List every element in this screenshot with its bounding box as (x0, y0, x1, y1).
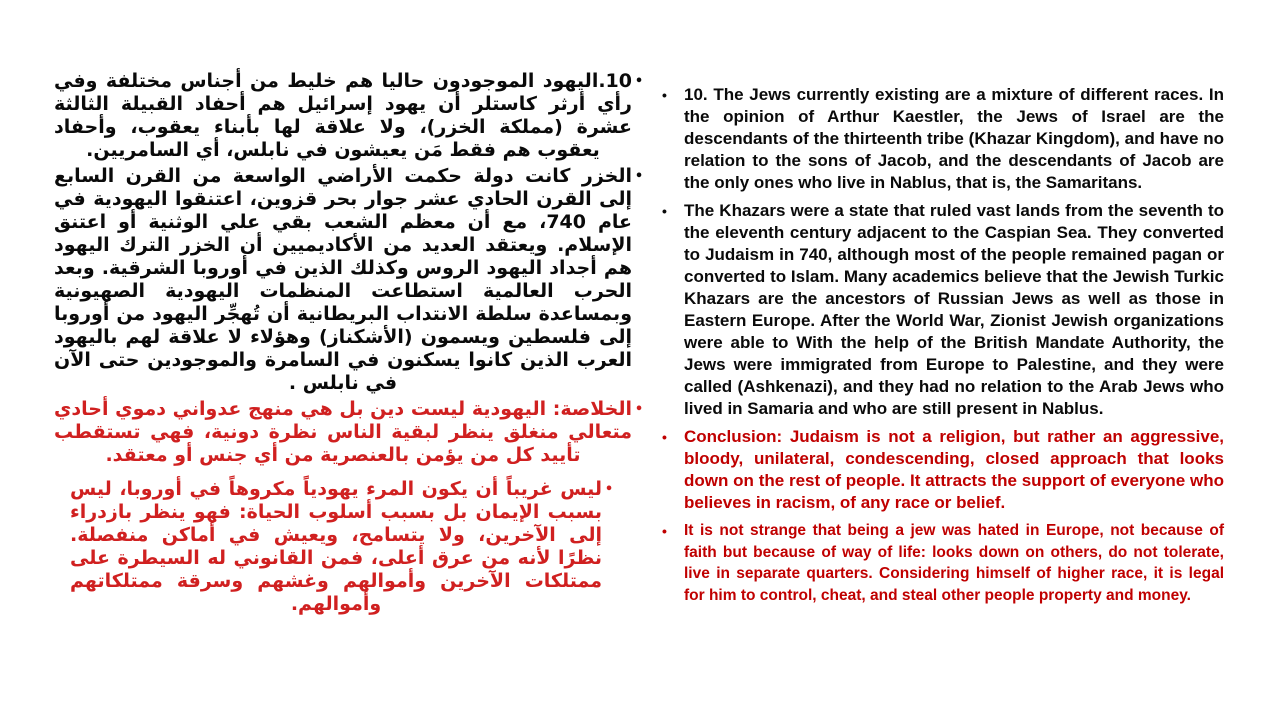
bullet-icon: • (604, 482, 614, 497)
english-paragraph-1: 10. The Jews currently existing are a mixture of different races. In the opinion of Arthur Kaestler, the Jews of Israel are the descendants of the thirteenth tribe (Khazar Kingdom), and have no relation to the sons of Jacob, and the descendants of Jacob are the only ones who live in Nablus, that is, the Samaritans. (684, 85, 1224, 192)
english-paragraph-2: The Khazars were a state that ruled vast lands from the seventh to the eleventh century adjacent to the Caspian Sea. They converted to Judaism in 740, although most of the people remained pagan or converted to Islam. Many academics believe that the Jewish Turkic Khazars are the ancestors of Russian Jews as well as those in Eastern Europe. After the World War, Zionist Jewish organizations were able to With the help of the British Mandate Authority, the Jews were immigrated from Europe to Palestine, and they were called (Ashkenazi), and they had no relation to the Arab Jews who lived in Samaria and who are still present in Nablus. (684, 201, 1224, 418)
arabic-paragraph-2: الخزر كانت دولة حكمت الأراضي الواسعة من القرن السابع إلى القرن الحادي عشر جوار بحر قزوين، اعتنقوا اليهودية في عام 740، مع أن معظم الشعب بقي علي الوثنية أو اعتنق الإسلام. ويعتقد العديد من الأكاديميين أن الخزر الترك اليهود هم أجداد اليهود الروس وكذلك الذين في أوروبا الشرقية. وبعد الحرب العالمية استطاعت المنظمات اليهودية الصهيونية وبمساعدة سلطة الانتداب البريطانية أن تُهجِّر اليهود من أوروبا إلى فلسطين ويسمون (الأشكناز) وهؤلاء لا علاقة لهم باليهود العرب الذين كانوا يسكنون في السامرة والموجودين حتى الآن في نابلس . (54, 165, 633, 394)
english-paragraph-4: It is not strange that being a jew was hated in Europe, not because of faith but because of way of life: looks down on others, do not tolerate, live in separate quarters. Considering himself of higher race, it is legal for him to control, cheat, and steal other people property and money. (684, 522, 1224, 604)
english-bullet-item-conclusion (660, 426, 1224, 514)
english-bullet-item-1 (660, 84, 1224, 194)
arabic-bullet-item-2 (54, 165, 646, 395)
bullet-icon: • (662, 203, 667, 219)
bullet-icon: • (662, 429, 667, 445)
arabic-bullet-item-4 (70, 478, 616, 616)
arabic-paragraph-4: ليس غريباً أن يكون المرء يهودياً مكروهاً في أوروبا، ليس بسبب الإيمان بل بسبب أسلوب الحياة: فهو ينظر بازدراء إلى الآخرين، ولا يتسامح، ويعيش في أماكن منفصلة. نظرًا لأنه من عرق أعلى، فمن القانوني له السيطرة على ممتلكات الآخرين وأموالهم وغشهم وسرقة ممتلكاتهم وأموالهم. (70, 478, 602, 615)
arabic-paragraph-1: 10.اليهود الموجودون حاليا هم خليط من أجناس مختلفة وفي رأي أرثر كاستلر أن يهود إسرائيل هم أحفاد القبيلة الثالثة عشرة (مملكة الخزر)، ولا علاقة لها بأبناء يعقوب، وأحفاد يعقوب هم فقط مَن يعيشون في نابلس، أي السامريين. (54, 70, 632, 161)
english-paragraph-conclusion: Conclusion: Judaism is not a religion, but rather an aggressive, bloody, unilateral, condescending, closed approach that looks down on the rest of people. It attracts the support of everyone who believes in racism, of any race or belief. (684, 427, 1224, 512)
english-bullet-item-4 (660, 520, 1224, 606)
bullet-icon: • (634, 169, 644, 184)
arabic-bullet-item-conclusion (54, 398, 646, 467)
english-bullet-item-2 (660, 200, 1224, 420)
arabic-bullet-item-1 (54, 70, 646, 162)
bullet-icon: • (662, 523, 667, 539)
bullet-icon: • (662, 87, 667, 103)
arabic-paragraph-conclusion: الخلاصة: اليهودية ليست دين بل هي منهج عدواني دموي أحادي متعالي منغلق ينظر لبقية الناس نظرة دونية، فهي تستقطب تأييد كل من يؤمن بالعنصرية من أي جنس أو معتقد. (54, 398, 632, 466)
bullet-icon: • (634, 402, 644, 417)
bullet-icon: • (634, 74, 644, 89)
arabic-column (54, 70, 646, 619)
english-column (660, 84, 1224, 612)
